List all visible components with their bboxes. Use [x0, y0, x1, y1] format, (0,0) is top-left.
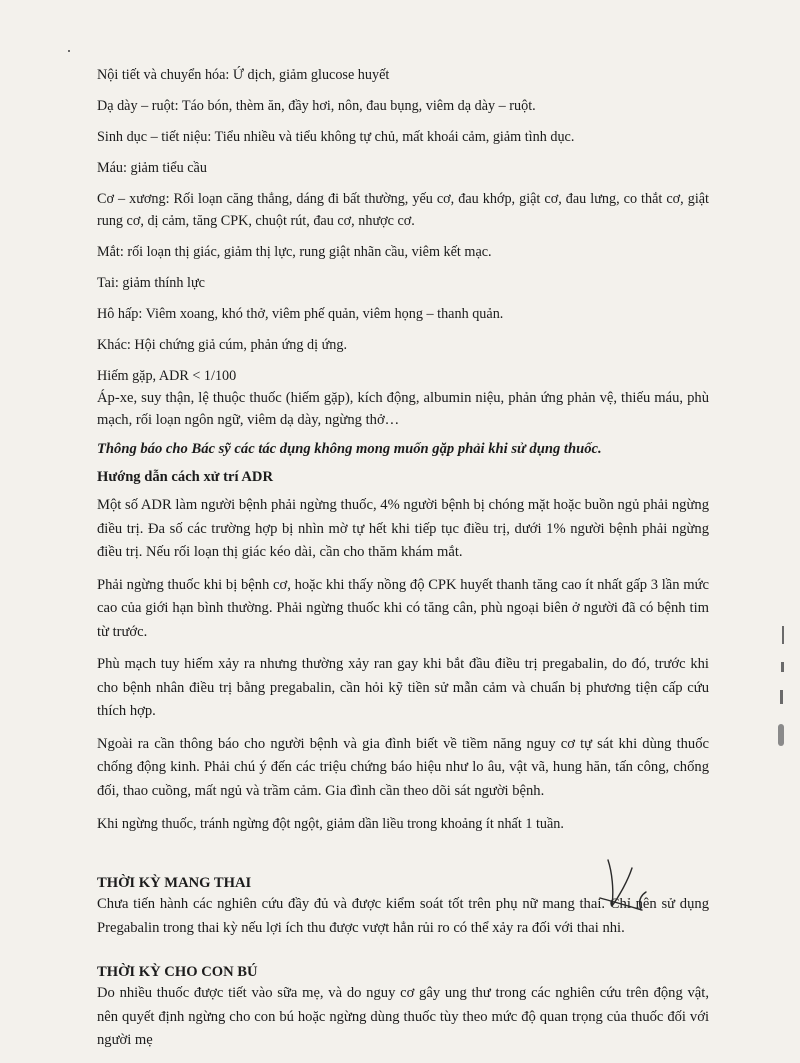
side-effect-ear: Tai: giảm thính lực [97, 275, 205, 291]
adr-heading: Hướng dẫn cách xử trí ADR [97, 469, 274, 485]
side-effect-respiratory: Hô hấp: Viêm xoang, khó thở, viêm phế quản, viêm họng – thanh quản. [97, 306, 504, 322]
pregnancy-text: Chưa tiến hành các nghiên cứu đầy đủ và được kiểm soát tốt trên phụ nữ mang thai. Chỉ nên sử dụng Pregabalin trong thai kỳ nếu lợi ích thu được vượt hẳn rủi ro có thể xảy ra đối với thai nhi. [97, 896, 709, 936]
breastfeeding-heading: THỜI KỲ CHO CON BÚ [97, 964, 258, 980]
adr-paragraph: Một số ADR làm người bệnh phải ngừng thuốc, 4% người bệnh bị chóng mặt hoặc buồn ngủ phải ngừng điều trị. Đa số các trường hợp bị nhìn mờ tự hết khi tiếp tục điều trị, dưới 1% người bệnh phải ngừng điều trị. Nếu rối loạn thị giác kéo dài, cần cho thăm khám mắt. [97, 497, 709, 560]
side-effect-blood: Máu: giảm tiểu cầu [97, 160, 207, 176]
pregnancy-heading: THỜI KỲ MANG THAI [97, 875, 252, 891]
adr-paragraph: Ngoài ra cần thông báo cho người bệnh và gia đình biết về tiềm năng nguy cơ tự sát khi dùng thuốc chống động kinh. Phải chú ý đến các triệu chứng báo hiệu như lo âu, vật vã, hung hăn, tấn công, chống đối, thao cuồng, mất ngủ và trầm cảm. Gia đình cần theo dõi sát người bệnh. [97, 735, 709, 799]
notice-text: Thông báo cho Bác sỹ các tác dụng không mong muốn gặp phải khi sử dụng thuốc. [97, 441, 602, 457]
breastfeeding-text: Do nhiều thuốc được tiết vào sữa mẹ, và do nguy cơ gây ung thư trong các nghiên cứu trên động vật, nên quyết định ngừng cho con bú hoặc ngừng dùng thuốc tùy theo mức độ quan trọng của thuốc đối với người mẹ [97, 985, 709, 1048]
rare-text: Áp-xe, suy thận, lệ thuộc thuốc (hiếm gặp), kích động, albumin niệu, phản ứng phản vệ, thiếu máu, phù mạch, rối loạn ngôn ngữ, viêm dạ dày, ngừng thở… [97, 390, 709, 428]
side-effect-endocrine: Nội tiết và chuyển hóa: Ứ dịch, giảm glucose huyết [97, 67, 390, 83]
rare-label: Hiếm gặp, ADR < 1/100 [97, 368, 237, 384]
side-effect-gastrointestinal: Dạ dày – ruột: Táo bón, thèm ăn, đầy hơi, nôn, đau bụng, viêm dạ dày – ruột. [97, 98, 536, 114]
side-effect-eye: Mắt: rối loạn thị giác, giảm thị lực, rung giật nhãn cầu, viêm kết mạc. [97, 244, 492, 260]
adr-paragraph: Phù mạch tuy hiếm xảy ra nhưng thường xảy ran gay khi bắt đầu điều trị pregabalin, do đó, trước khi cho bệnh nhân điều trị bằng pregabalin, cần hỏi kỹ tiền sử mẫn cảm và chuẩn bị phương tiện cấp cứu thích hợp. [97, 656, 709, 719]
side-effect-other: Khác: Hội chứng giả cúm, phản ứng dị ứng. [97, 337, 348, 353]
side-effect-musculoskeletal: Cơ – xương: Rối loạn căng thẳng, dáng đi bất thường, yếu cơ, đau khớp, giật cơ, đau lưng, co thắt cơ, giật rung cơ, dị cảm, tăng CPK, chuột rút, đau cơ, nhược cơ. [97, 191, 709, 229]
side-effect-genitourinary: Sinh dục – tiết niệu: Tiểu nhiều và tiểu không tự chủ, mất khoái cảm, giảm tình dục. [97, 129, 575, 145]
adr-paragraph: Khi ngừng thuốc, tránh ngừng đột ngột, giảm dần liều trong khoảng ít nhất 1 tuần. [97, 816, 564, 832]
adr-paragraph: Phải ngừng thuốc khi bị bệnh cơ, hoặc khi thấy nồng độ CPK huyết thanh tăng cao ít nhất gấp 3 lần mức cao của giới hạn bình thường. Phải ngừng thuốc khi có tăng cân, phù ngoại biên ở người đã có bệnh tim từ trước. [97, 576, 709, 640]
